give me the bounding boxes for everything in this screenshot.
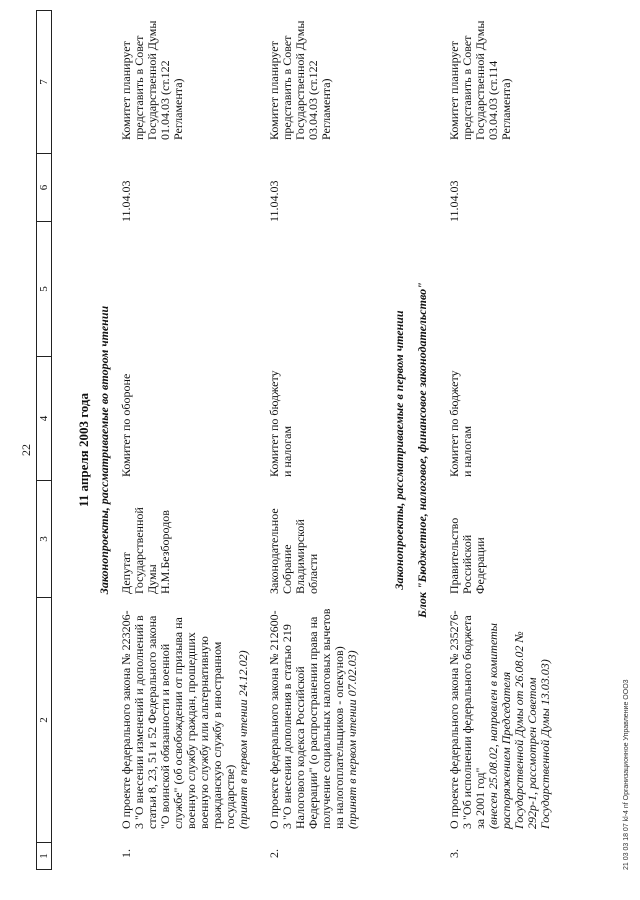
- responsible-committee: Комитет по бюджету и налогам: [267, 370, 294, 477]
- date-heading: 11 апреля 2003 года: [76, 393, 91, 507]
- bill-title: О проекте федерального закона № 235276-3 "Об исполнении федерального бюджета за 2001 год": [447, 610, 487, 829]
- committee-status: Комитет планирует представить в Совет Государственной Думы 01.04.03 (ст.122 Регламента): [119, 20, 185, 140]
- column-header-row: [36, 10, 52, 870]
- bill-note: (принят в первом чтении 24.12.02): [236, 650, 250, 829]
- bill-description: [268, 598, 359, 843]
- block-heading: Блок "Бюджетное, налоговое, финансовое законодательство": [415, 282, 429, 618]
- row-number: 2.: [267, 849, 281, 858]
- column-5-value: [120, 222, 250, 357]
- review-date: 11.04.03: [267, 180, 281, 222]
- row-number: 3.: [447, 849, 461, 858]
- committee-status: Комитет планирует представить в Совет Государственной Думы 03.04.03 (ст.114 Регламента): [447, 20, 513, 140]
- column-header-5: 5: [37, 221, 51, 356]
- review-date: 11.04.03: [447, 180, 461, 222]
- column-header-2: 2: [37, 597, 51, 842]
- committee-status: Комитет планирует представить в Совет Государственной Думы 03.04.03 (ст.122 Регламента): [267, 20, 333, 140]
- page-number: 22: [19, 444, 33, 456]
- column-header-7: 7: [38, 79, 50, 85]
- column-header-1: 1: [37, 842, 51, 869]
- print-footer: 21 03 03 18 07 kl-4 nf Организационное Управление ООО3: [623, 679, 630, 870]
- column-header-4: 4: [37, 356, 51, 480]
- bill-author: Законодательное Собрание Владимирской области: [267, 508, 320, 594]
- section-heading-first-reading: Законопроекты, рассматриваемые в первом чтении: [392, 310, 406, 590]
- review-date: 11.04.03: [119, 180, 133, 222]
- table-row: [268, 10, 359, 870]
- table-row: [120, 10, 250, 870]
- bill-description: [448, 598, 552, 843]
- bill-title: О проекте федерального закона № 212600-3 "О внесении дополнения в статью 219 Налогового кодекса Российской Федерации" (о распространении права на получение социальных налоговых вычетов на налогоплательщиков - опекунов): [267, 608, 346, 829]
- row-number: 1.: [119, 849, 133, 858]
- bill-author: Правительство Российской Федерации: [447, 517, 487, 594]
- column-5-value: [448, 222, 552, 357]
- column-5-value: [268, 222, 359, 357]
- column-header-6: 6: [37, 153, 51, 221]
- responsible-committee: Комитет по бюджету и налогам: [447, 370, 474, 477]
- bill-description: [120, 598, 250, 843]
- bill-note: (внесен 25.08.02, направлен в комитеты распоряжением Председателя Государственной Думы от 26.08.02 № 292р-1, рассмотрен Советом Государственной Думы 13.03.03): [486, 623, 552, 829]
- section-heading-second-reading: Законопроекты, рассматриваемые во втором чтении: [97, 305, 111, 595]
- bill-note: (принят в первом чтении 07.02.03): [345, 650, 359, 829]
- column-header-3: 3: [37, 480, 51, 597]
- bill-author: Депутат Государственной Думы Н.М.Безбородов: [119, 507, 172, 594]
- responsible-committee: Комитет по обороне: [119, 373, 133, 477]
- bill-title: О проекте федерального закона № 223206-3 "О внесении изменений и дополнений в статьи 8, 23, 51 и 52 Федерального закона "О воинской обязанности и военной службе" (об освобождении от призыва на военную службу граждан, прошедших военную службу или альтернативную гражданскую службу в иностранном государстве): [119, 610, 237, 829]
- table-row: [448, 10, 552, 870]
